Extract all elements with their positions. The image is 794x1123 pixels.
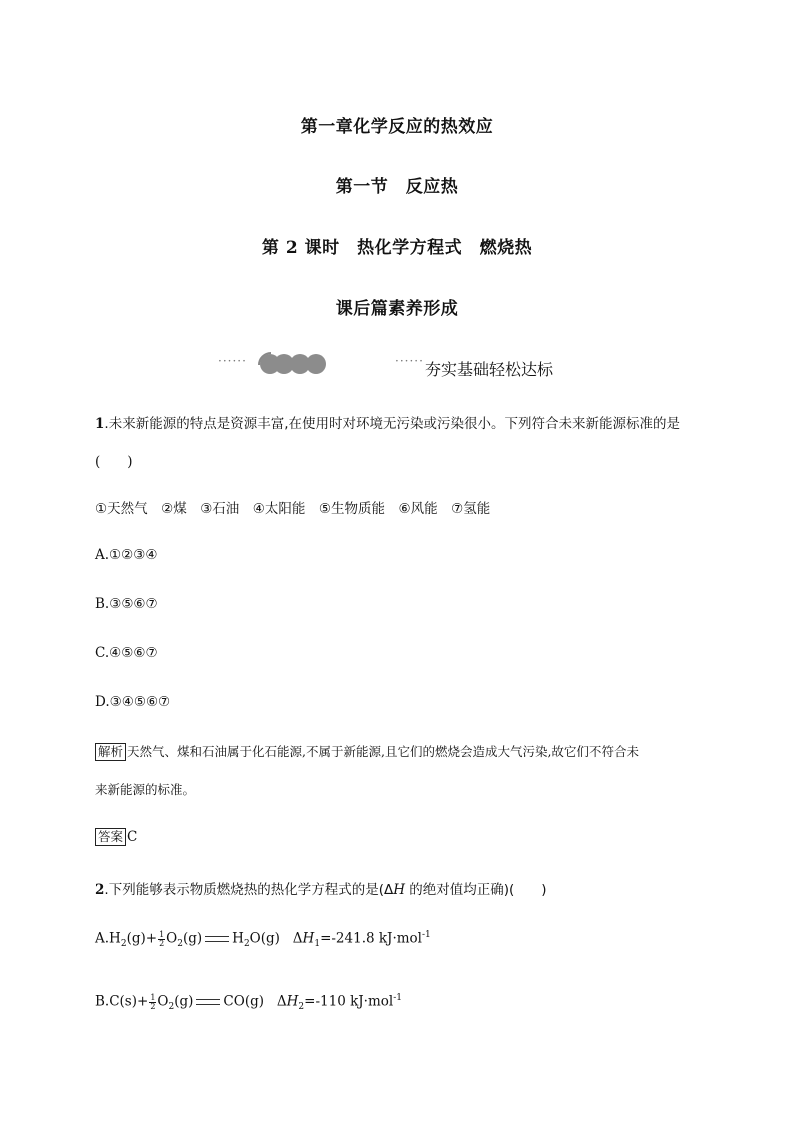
chapter-title: 第一章化学反应的热效应	[300, 117, 494, 137]
banner-label: 夯实基础轻松达标	[425, 360, 554, 379]
q1-option-c: C.④⑤⑥⑦	[95, 645, 158, 661]
q2-option-b: B.C(s)+ $\frac{1}{2}$ $O_2(g)$ CO(g) $\Delta H_2=-110$ kJ·mol$^{-1}$	[95, 992, 402, 1013]
lesson-title: 第 2 课时 热化学方程式 燃烧热	[261, 238, 533, 258]
q1-number: 1	[95, 416, 105, 432]
equals-arrow-icon	[205, 936, 229, 942]
q1-items: ①天然气 ②煤 ③石油 ④太阳能 ⑤生物质能 ⑥风能 ⑦氢能	[95, 501, 491, 517]
fraction-half: $\frac{1}{2}$	[150, 992, 156, 1011]
part-title: 课后篇素养形成	[335, 299, 459, 319]
q1-paren: ( )	[95, 454, 133, 470]
q1-analysis-line2: 来新能源的标准。	[95, 782, 196, 797]
q1-analysis: 解析 天然气、煤和石油属于化石能源,不属于新能源,且它们的燃烧会造成大气污染,故它们不符合未	[95, 742, 639, 761]
section-title: 第一节 反应热	[335, 177, 459, 197]
section-banner	[218, 350, 247, 369]
q1-answer: 答案 C	[95, 828, 137, 846]
q1-stem: 1.未来新能源的特点是资源丰富,在使用时对环境无污染或污染很小。下列符合未来新能源标准的是	[95, 416, 680, 432]
fraction-half: $\frac{1}{2}$	[159, 929, 165, 948]
q1-option-a: A.①②③④	[95, 547, 158, 563]
answer-tag: 答案	[95, 828, 126, 846]
q2-stem: 2.下列能够表示物质燃烧热的热化学方程式的是(ΔH 的绝对值均正确)( )	[95, 882, 547, 898]
equals-arrow-icon	[196, 999, 220, 1005]
banner-circles-icon	[253, 349, 333, 377]
q2-number: 2	[95, 882, 105, 898]
banner-right-dots: ······	[395, 354, 424, 368]
q1-option-b: B.③⑤⑥⑦	[95, 596, 158, 612]
banner-left-dots: ······	[218, 354, 247, 368]
analysis-tag: 解析	[95, 743, 126, 761]
q1-option-d: D.③④⑤⑥⑦	[95, 694, 171, 710]
q2-option-a: $A.H_2(g)+$ $\frac{1}{2}$ $O_2(g)$ $H_2O(g)$ $\Delta H_1=-241.8$ kJ·mol$^{-1}$	[95, 929, 431, 950]
